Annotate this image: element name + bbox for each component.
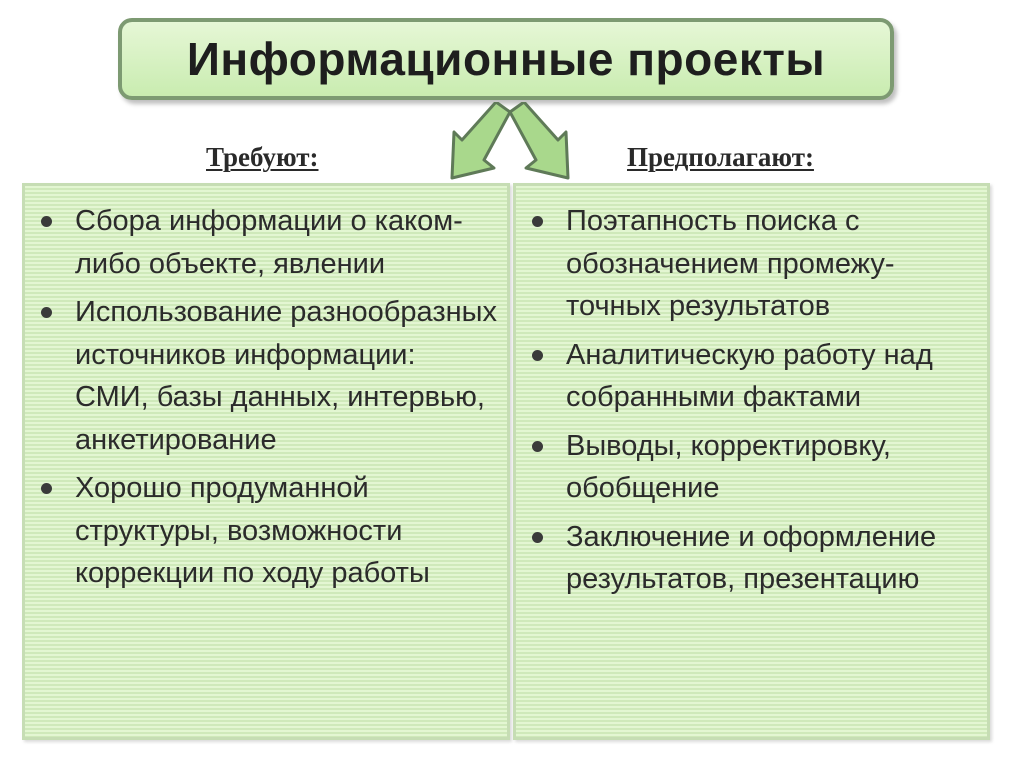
list-item-text: Аналитическую работу над собранными фактами	[566, 338, 933, 413]
bullet-icon	[41, 483, 52, 494]
list-item-text: Использование разнообразных источников информации: СМИ, базы данных, интервью, анкетирование	[75, 296, 497, 456]
list-item-text: Заключение и оформление результатов, презентацию	[566, 520, 937, 595]
arrow-right-down-icon	[510, 102, 568, 178]
split-arrows-icon	[448, 102, 572, 188]
bullet-icon	[532, 532, 543, 543]
left-panel	[22, 183, 510, 740]
bullet-icon	[41, 216, 52, 227]
right-panel	[513, 183, 990, 740]
left-bullet-list	[25, 186, 507, 595]
list-item	[75, 291, 497, 461]
list-item-text: Поэтапность поиска с обозначением промежу-точных результатов	[566, 205, 895, 322]
list-item	[566, 516, 979, 601]
list-item	[566, 334, 979, 419]
list-item	[75, 467, 497, 595]
list-item	[75, 200, 497, 285]
bullet-icon	[41, 307, 52, 318]
list-item	[566, 200, 979, 328]
right-column-heading: Предполагают:	[627, 142, 814, 172]
bullet-icon	[532, 216, 543, 227]
list-item	[566, 425, 979, 510]
left-column-heading: Требуют:	[206, 142, 319, 172]
list-item-text: Сбора информации о каком-либо объекте, явлении	[75, 205, 463, 280]
list-item-text: Выводы, корректировку, обобщение	[566, 429, 891, 504]
right-bullet-list	[516, 186, 987, 601]
bullet-icon	[532, 350, 543, 361]
page-title: Информационные проекты	[186, 33, 826, 85]
arrow-left-down-icon	[452, 102, 510, 178]
list-item-text: Хорошо продуманной структуры, возможности коррекции по ходу работы	[75, 472, 430, 589]
title-box	[118, 18, 894, 100]
bullet-icon	[532, 441, 543, 452]
